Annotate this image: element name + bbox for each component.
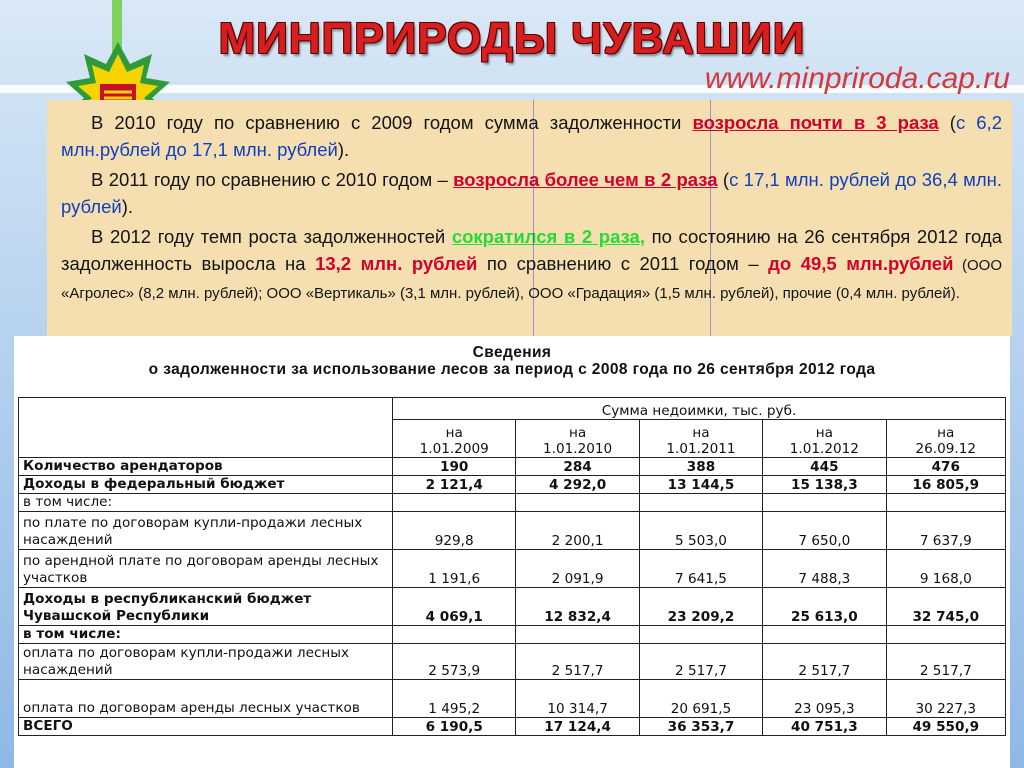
group-header: Сумма недоимки, тыс. руб. bbox=[393, 398, 1006, 420]
highlight-growth-2011: возросла более чем в 2 раза bbox=[453, 169, 718, 190]
summary-text-box bbox=[47, 100, 1012, 336]
table-row: Количество арендаторов 190 284 388 445 476 bbox=[19, 458, 1006, 476]
table-row: в том числе: bbox=[19, 626, 1006, 644]
highlight-increase-2012: 13,2 млн. рублей bbox=[315, 252, 478, 274]
debt-table-image bbox=[14, 336, 1010, 768]
table-row-total: ВСЕГО 6 190,5 17 124,4 36 353,7 40 751,3 49 550,9 bbox=[19, 718, 1006, 736]
table-title: Сведения о задолженности за использование лесов за период с 2008 года по 26 сентября 2012 года bbox=[148, 344, 876, 378]
site-url: www.minpriroda.cap.ru bbox=[704, 62, 1010, 95]
table-row: по плате по договорам купли-продажи лесных насаждений 929,8 2 200,1 5 503,0 7 650,0 7 637,9 bbox=[19, 512, 1006, 550]
debt-table bbox=[18, 397, 1006, 736]
highlight-growth-2010: возросла почти в 3 раза bbox=[692, 112, 939, 133]
column-header: на 1.01.2010 bbox=[516, 420, 639, 458]
table-row: в том числе: bbox=[19, 494, 1006, 512]
column-header: на 1.01.2012 bbox=[763, 420, 886, 458]
page-title: МИНПРИРОДЫ ЧУВАШИИ bbox=[218, 14, 806, 63]
table-row: по арендной плате по договорам аренды лесных участков 1 191,6 2 091,9 7 641,5 7 488,3 9 168,0 bbox=[19, 550, 1006, 588]
paragraph-2011: В 2011 году по сравнению с 2010 годом – возросла более чем в 2 раза (с 17,1 млн. рублей до 36,4 млн. рублей). bbox=[61, 169, 1002, 217]
amount-range-2011: с 17,1 млн. рублей до 36,4 млн. рублей bbox=[61, 169, 1002, 217]
amount-range-2010: с 6,2 млн.рублей до 17,1 млн. рублей bbox=[61, 112, 1002, 160]
table-row: оплата по договорам купли-продажи лесных насаждений 2 573,9 2 517,7 2 517,7 2 517,7 2 517,7 bbox=[19, 644, 1006, 680]
guide-line bbox=[710, 100, 711, 336]
table-row: оплата по договорам аренды лесных участков 1 495,2 10 314,7 20 691,5 23 095,3 30 227,3 bbox=[19, 680, 1006, 718]
highlight-decline-2012: сократился в 2 раза, bbox=[451, 226, 645, 247]
table-row: Доходы в республиканский бюджет Чувашской Республики 4 069,1 12 832,4 23 209,2 25 613,0 32 745,0 bbox=[19, 588, 1006, 626]
header-blank-cell bbox=[19, 398, 393, 458]
paragraph-2010: В 2010 году по сравнению с 2009 годом сумма задолженности возросла почти в 3 раза (с 6,2 млн.рублей до 17,1 млн. рублей). bbox=[61, 112, 1002, 160]
highlight-total-2012: до 49,5 млн.рублей bbox=[768, 252, 954, 274]
paragraph-2012: В 2012 году темп роста задолженностей сократился в 2 раза, по состоянию на 26 сентября 2012 года задолженность выросла на 13,2 млн. рублей по сравнению с 2011 годом – до 49,5 млн.рублей (ООО «Агролес» (8,2 млн. рублей); ООО «Вертикаль» (3,1 млн. рублей), ООО «Градация» (1,5 млн. рублей), прочие (0,4 млн. рублей). bbox=[61, 226, 1002, 302]
debtors-list: (ООО «Агролес» (8,2 млн. рублей); ООО «Вертикаль» (3,1 млн. рублей), ООО «Градация» (1,5 млн. рублей), прочие (0,4 млн. рублей). bbox=[61, 256, 1002, 302]
guide-line bbox=[533, 100, 534, 336]
table-row: Доходы в федеральный бюджет 2 121,4 4 292,0 13 144,5 15 138,3 16 805,9 bbox=[19, 476, 1006, 494]
column-header: на 1.01.2009 bbox=[393, 420, 516, 458]
column-header: на 26.09.12 bbox=[886, 420, 1005, 458]
column-header: на 1.01.2011 bbox=[639, 420, 762, 458]
